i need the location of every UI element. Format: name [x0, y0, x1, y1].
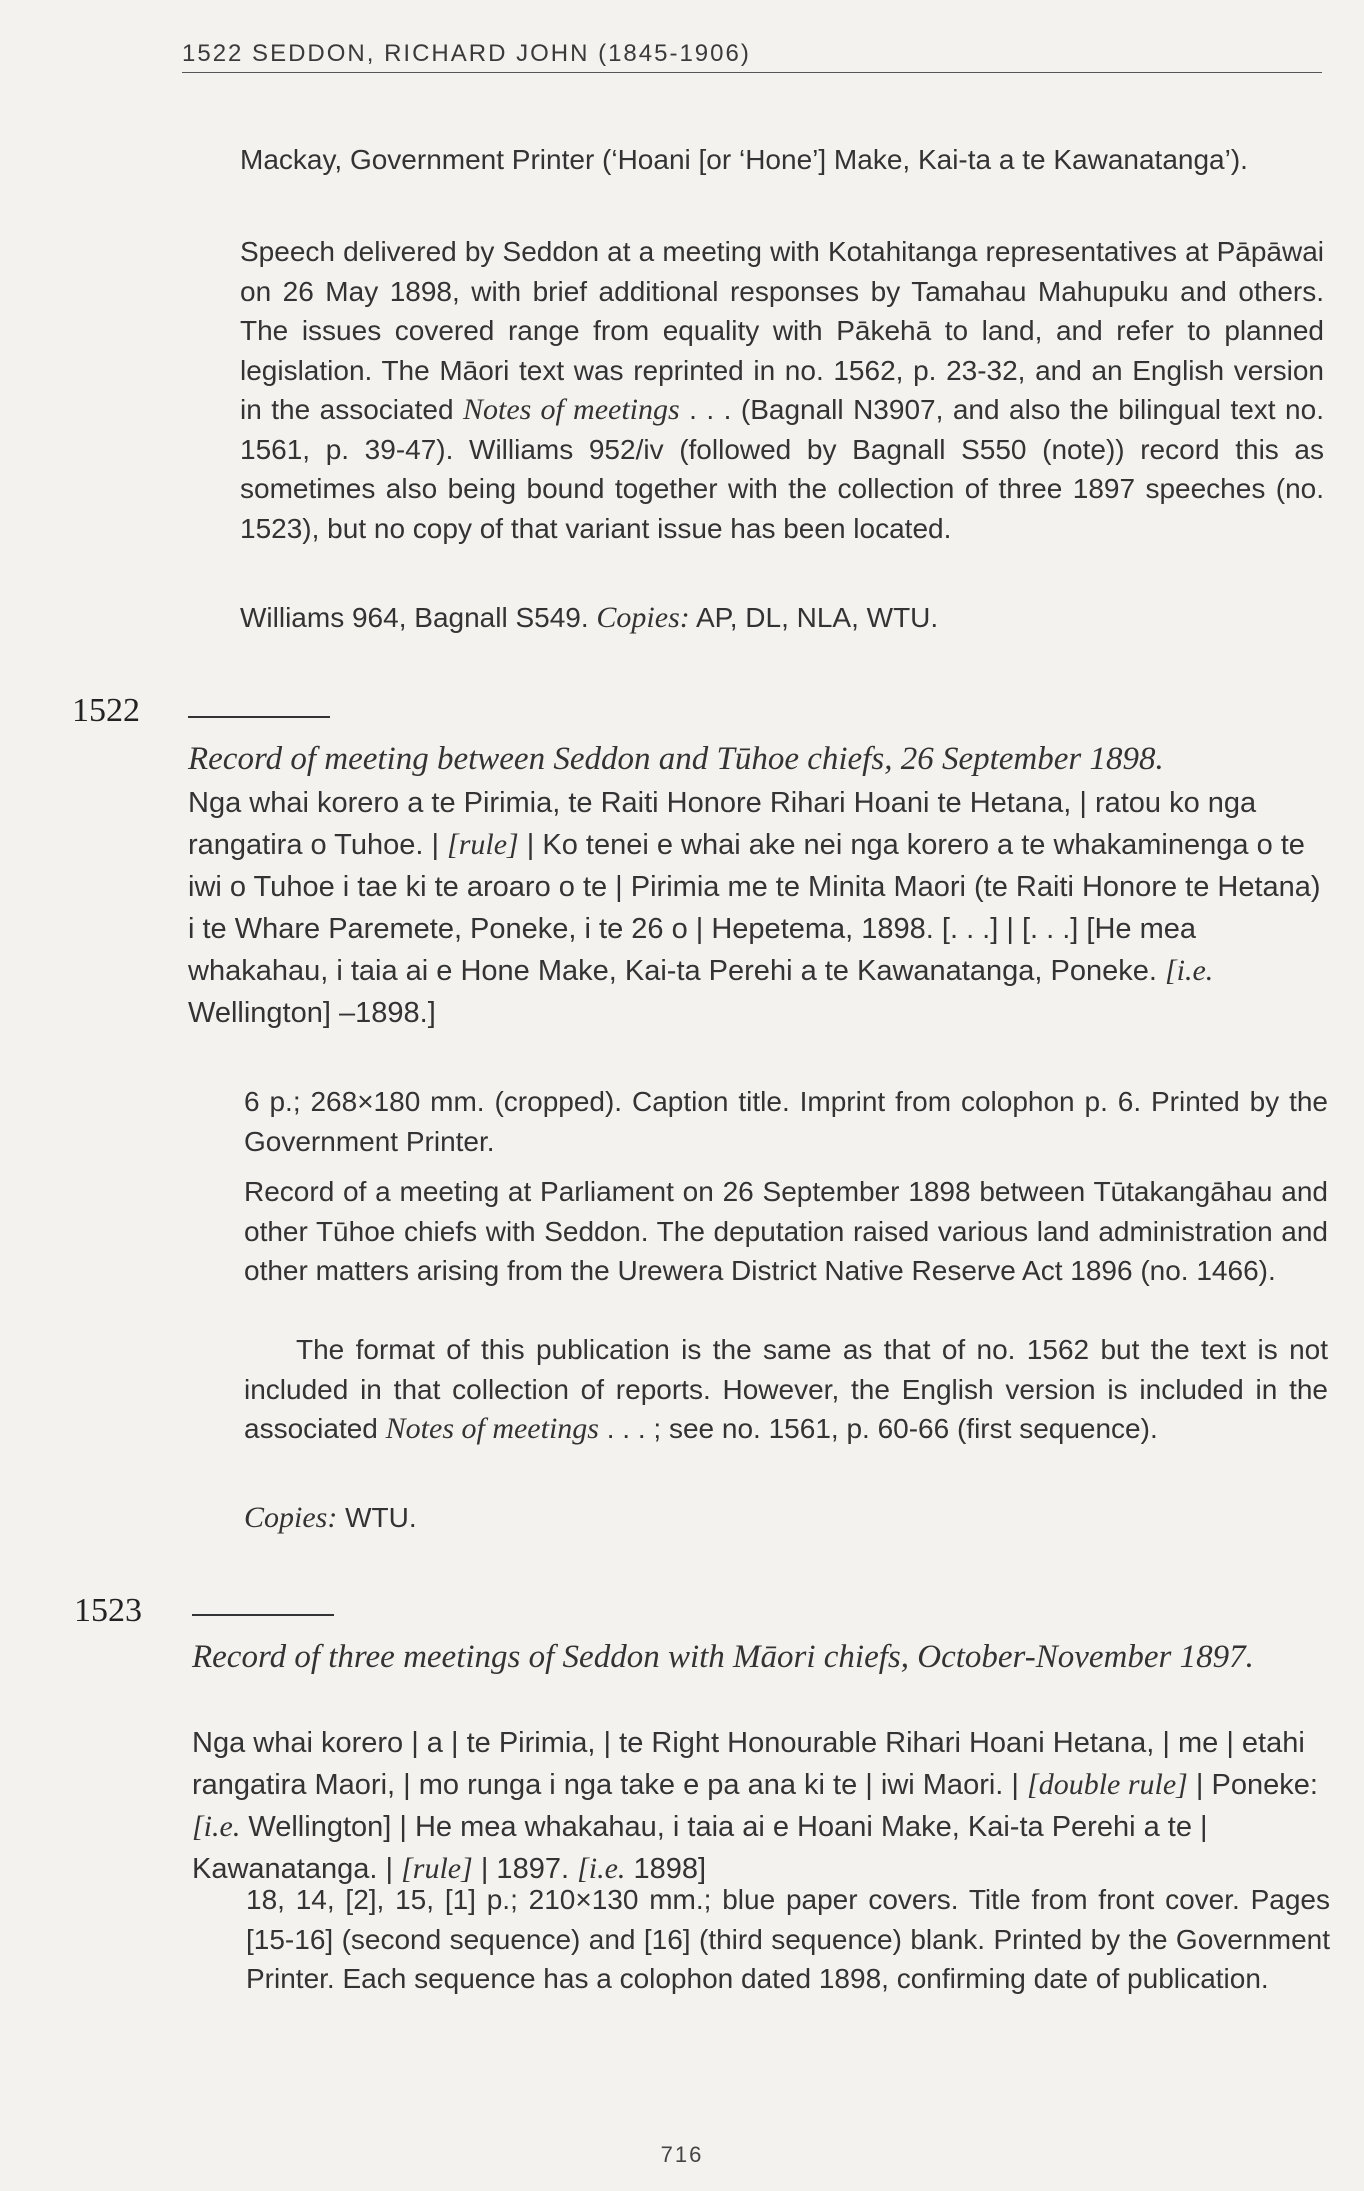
entry-1523-physical: 18, 14, [2], 15, [1] p.; 210×130 mm.; blue paper covers. Title from front cover. Pages [15-16] (second sequence) and [16] (third sequence) blank. Printed by the Government Printer. Each sequence has a colophon dated 1898, confirming date of publication. [246, 1884, 1330, 1994]
note-text: The format of this publication is the same as that of no. 1562 but the text is not included in that collection of reports. However, the English version is included in the associated [244, 1334, 1328, 1444]
entry-1523-title: Record of three meetings of Seddon with Māori chiefs, October-November 1897. [192, 1639, 1254, 1675]
references: Williams 964, Bagnall S549. [240, 602, 589, 633]
page-number: 716 [660, 2142, 704, 2167]
transcription-text: | 1897. [480, 1853, 570, 1885]
author-repeat-dash [192, 1614, 334, 1616]
note-italic-title: Notes of meetings [462, 393, 680, 426]
rule-marker: [rule] [447, 828, 519, 861]
entry-1522-title: Record of meeting between Seddon and Tūhoe chiefs, 26 September 1898. [188, 741, 1164, 777]
copies-label: Copies: [244, 1501, 338, 1534]
entry-1523-transcription [192, 1722, 1332, 1890]
rule-marker: [rule] [401, 1852, 473, 1885]
entry-1522-transcription [188, 782, 1328, 1034]
copies-list: WTU. [345, 1502, 417, 1533]
rule-marker: [double rule] [1027, 1768, 1188, 1801]
entry-1522-copies [244, 1498, 1328, 1538]
transcription-text: 1898] [633, 1853, 707, 1885]
ie-marker: [i.e. [577, 1852, 626, 1885]
transcription-text: Nga whai korero a te Pirimia, te Raiti Honore Rihari Hoani te Hetana, | ratou ko nga rangatira o Tuhoe. | [188, 787, 1257, 861]
running-head: 1522 SEDDON, RICHARD JOHN (1845-1906) [182, 40, 751, 67]
note-italic-title: Notes of meetings [385, 1412, 599, 1445]
entry-1522-physical: 6 p.; 268×180 mm. (cropped). Caption title. Imprint from colophon p. 6. Printed by the Government Printer. [244, 1086, 1328, 1157]
header-rule [182, 72, 1322, 73]
ie-marker: [i.e. [1164, 954, 1214, 987]
entry-number-1523: 1523 [74, 1592, 142, 1629]
author-repeat-dash [188, 716, 330, 718]
imprint-tail: Mackay, Government Printer (‘Hoani [or ‘Hone’] Make, Kai-ta a te Kawanatanga’). [240, 144, 1248, 175]
entry-number-1522: 1522 [72, 692, 140, 729]
transcription-text: Wellington] –1898.] [188, 997, 436, 1029]
ie-marker: [i.e. [192, 1810, 241, 1843]
transcription-text: Wellington] | He mea whakahau, i taia ai e Hoani Make, Kai-ta Perehi a te | Kawanatanga. | [192, 1811, 1208, 1885]
entry-1522-note-2 [244, 1330, 1328, 1449]
note-text: . . . ; see no. 1561, p. 60-66 (first sequence). [606, 1413, 1158, 1444]
note-text: Speech delivered by Seddon at a meeting with Kotahitanga representatives at Pāpāwai on 26 May 1898, with brief additional responses by Tamahau Mahupuku and others. The issues covered range from equality with Pākehā to land, and refer to planned legislation. The Māori text was reprinted in no. 1562, p. 23-32, and an English version in the associated [240, 236, 1324, 425]
entry-1521-refs [240, 598, 1324, 638]
entry-1522-note-1: Record of a meeting at Parliament on 26 September 1898 between Tūtakangāhau and other Tūhoe chiefs with Seddon. The deputation raised various land administration and other matters arising from the Urewera District Native Reserve Act 1896 (no. 1466). [244, 1176, 1328, 1286]
transcription-text: | Poneke: [1195, 1769, 1318, 1801]
copies-label: Copies: [596, 601, 690, 634]
imprint-continuation [240, 140, 1324, 180]
transcription-text: Nga whai korero | a | te Pirimia, | te Right Honourable Rihari Hoani Hetana, | me | etahi rangatira Maori, | mo runga i nga take e pa ana ki te | iwi Maori. | [192, 1727, 1305, 1801]
transcription-text: | Ko tenei e whai ake nei nga korero a te whakaminenga o te iwi o Tuhoe i tae ki te aroaro o te | Pirimia me te Minita Maori (te Raiti Honore te Hetana) i te Whare Paremete, Poneke, i te 26 o | Hepetema, 1898. [. . .] | [. . .] [He mea whakahau, i taia ai e Hone Make, Kai-ta Perehi a te Kawanatanga, Poneke. [188, 829, 1321, 987]
copies-list: AP, DL, NLA, WTU. [695, 602, 939, 633]
entry-1521-note [240, 232, 1324, 548]
note-text: . . . (Bagnall N3907, and also the bilingual text no. 1561, p. 39-47). Williams 952/iv (followed by Bagnall S550 (note)) record this as sometimes also being bound together with the collection of three 1897 speeches (no. 1523), but no copy of that variant issue has been located. [240, 394, 1324, 544]
